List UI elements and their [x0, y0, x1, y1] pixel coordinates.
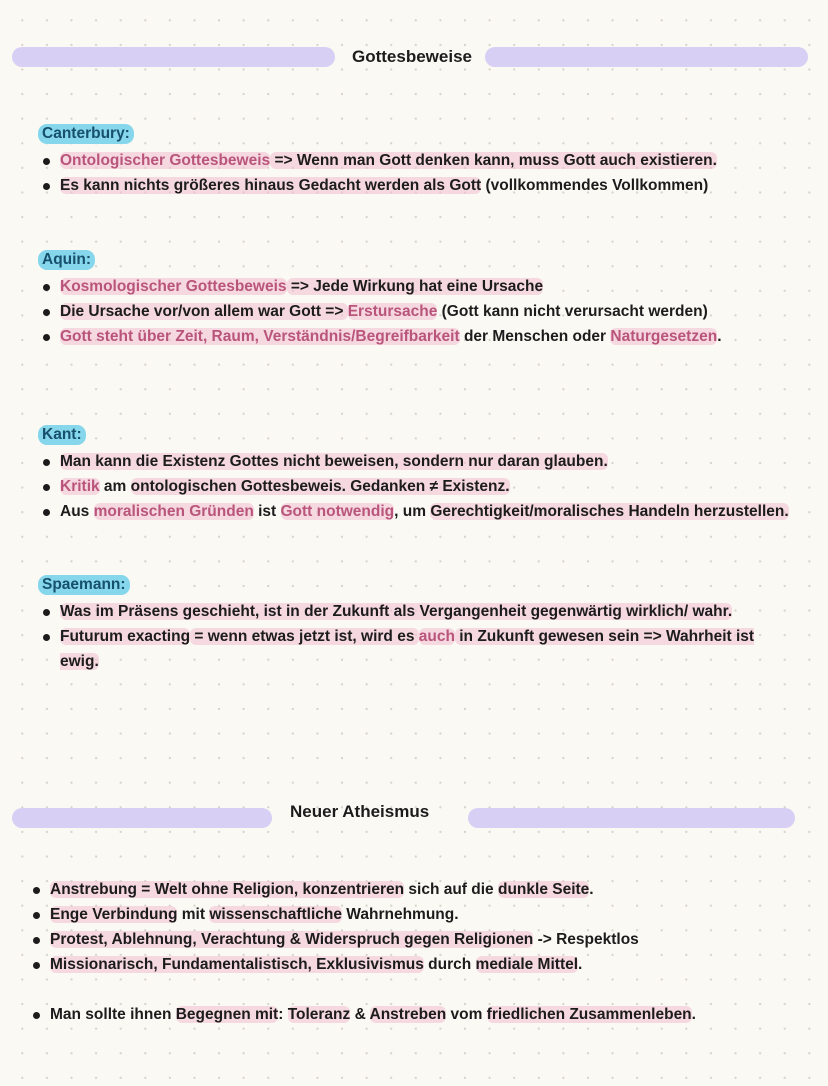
text-segment: => Jede Wirkung hat eine Ursache [286, 278, 544, 295]
text-segment: Begegnen mit [175, 1006, 279, 1023]
text-segment: Missionarisch, Fundamentalistisch, Exklusivismus [50, 956, 424, 973]
text-segment: Enge Verbindung [50, 906, 178, 923]
bullet-item [40, 324, 790, 349]
text-segment: Futurum exacting [60, 628, 191, 645]
text-segment: Die Ursache vor/von allem war Gott => [60, 303, 348, 320]
section-heading: Canterbury: [38, 124, 134, 144]
key-term: Gott notwendig [280, 503, 395, 520]
text-segment: Es kann nichts größeres hinaus Gedacht werden als Gott [60, 177, 482, 194]
text-segment: der Menschen oder [459, 328, 611, 345]
bullet-item [40, 173, 790, 198]
text-segment: Aus [60, 503, 94, 520]
text-segment: . [691, 1006, 696, 1023]
bullet-item [30, 1002, 800, 1027]
bullet-item [40, 449, 790, 474]
text-segment: durch [423, 956, 476, 973]
bullet-list [40, 148, 790, 198]
section-bar-right [468, 808, 795, 828]
bullet-item [40, 474, 790, 499]
section-heading: Aquin: [38, 250, 95, 270]
text-segment: Anstrebung = Welt ohne Religion, konzentrieren [50, 881, 405, 898]
text-segment: in Zukunft gewesen sein => Wahrheit ist ewig. [60, 628, 755, 670]
title-bar-right [485, 47, 808, 67]
text-segment: => Wenn man Gott denken kann, muss Gott auch existieren. [270, 152, 717, 169]
text-segment: Man sollte ihnen [50, 1006, 176, 1023]
atheismus-list [30, 877, 800, 1027]
bullet-item [40, 274, 790, 299]
text-segment: mediale Mittel [475, 956, 579, 973]
bullet-list [40, 274, 790, 349]
text-segment: . [717, 328, 722, 345]
section-heading: Kant: [38, 425, 86, 445]
text-segment: -> Respektlos [533, 931, 639, 948]
text-segment: ontologischen Gottesbeweis. Gedanken ≠ Existenz. [130, 478, 510, 495]
bullet-item [40, 299, 790, 324]
bullet-item [40, 499, 790, 524]
bullet-item [30, 952, 800, 977]
text-segment: friedlichen Zusammenleben [486, 1006, 692, 1023]
key-term: Ontologischer Gottesbeweis [60, 152, 271, 169]
bullet-item [30, 877, 800, 902]
key-term: moralischen Gründen [93, 503, 254, 520]
text-segment: : [278, 1006, 288, 1023]
section-title: Neuer Atheismus [290, 802, 430, 821]
key-term: Gott steht über Zeit, Raum, Verständnis/Begreifbarkeit [60, 328, 460, 345]
text-segment: Wahrnehmung. [342, 906, 459, 923]
section-bar-left [12, 808, 272, 828]
text-segment: wissenschaftliche [209, 906, 342, 923]
text-segment: , um [394, 503, 431, 520]
title-bar-left [12, 47, 335, 67]
text-segment: Was im Präsens geschieht, ist in der Zukunft als Vergangenheit gegenwärtig wirklich/ wahr. [60, 603, 733, 620]
text-segment: Anstreben [369, 1006, 447, 1023]
key-term: Kosmologischer Gottesbeweis [60, 278, 287, 295]
bullet-item [30, 902, 800, 927]
page-title: Gottesbeweise [352, 47, 472, 66]
key-term: Erstursache [347, 303, 438, 320]
text-segment: Gerechtigkeit/moralisches Handeln herzustellen. [430, 503, 789, 520]
text-segment: vom [446, 1006, 487, 1023]
text-segment: (vollkommendes Vollkommen) [481, 177, 709, 194]
text-segment: = wenn etwas jetzt ist, wird es [190, 628, 419, 645]
text-segment: . [589, 881, 594, 898]
key-term: auch [418, 628, 455, 645]
text-segment: Man kann die Existenz Gottes nicht beweisen, sondern nur daran glauben. [60, 453, 608, 470]
key-term: Naturgesetzen [610, 328, 718, 345]
bullet-list [40, 599, 790, 674]
section-heading: Spaemann: [38, 575, 130, 595]
bullet-list [40, 449, 790, 524]
bullet-item [30, 927, 800, 952]
bullet-item [40, 624, 790, 674]
bullet-item [40, 599, 790, 624]
text-segment: Protest, Ablehnung, Verachtung & Widerspruch gegen Religionen [50, 931, 534, 948]
key-term: Kritik [60, 478, 100, 495]
text-segment: Toleranz [287, 1006, 351, 1023]
text-segment: ist [253, 503, 281, 520]
bullet-item [40, 148, 790, 173]
text-segment: sich auf die [404, 881, 498, 898]
text-segment: dunkle Seite [497, 881, 590, 898]
text-segment: & [350, 1006, 370, 1023]
text-segment: mit [177, 906, 210, 923]
text-segment: (Gott kann nicht verursacht werden) [437, 303, 708, 320]
text-segment: . [578, 956, 583, 973]
text-segment: am [99, 478, 131, 495]
